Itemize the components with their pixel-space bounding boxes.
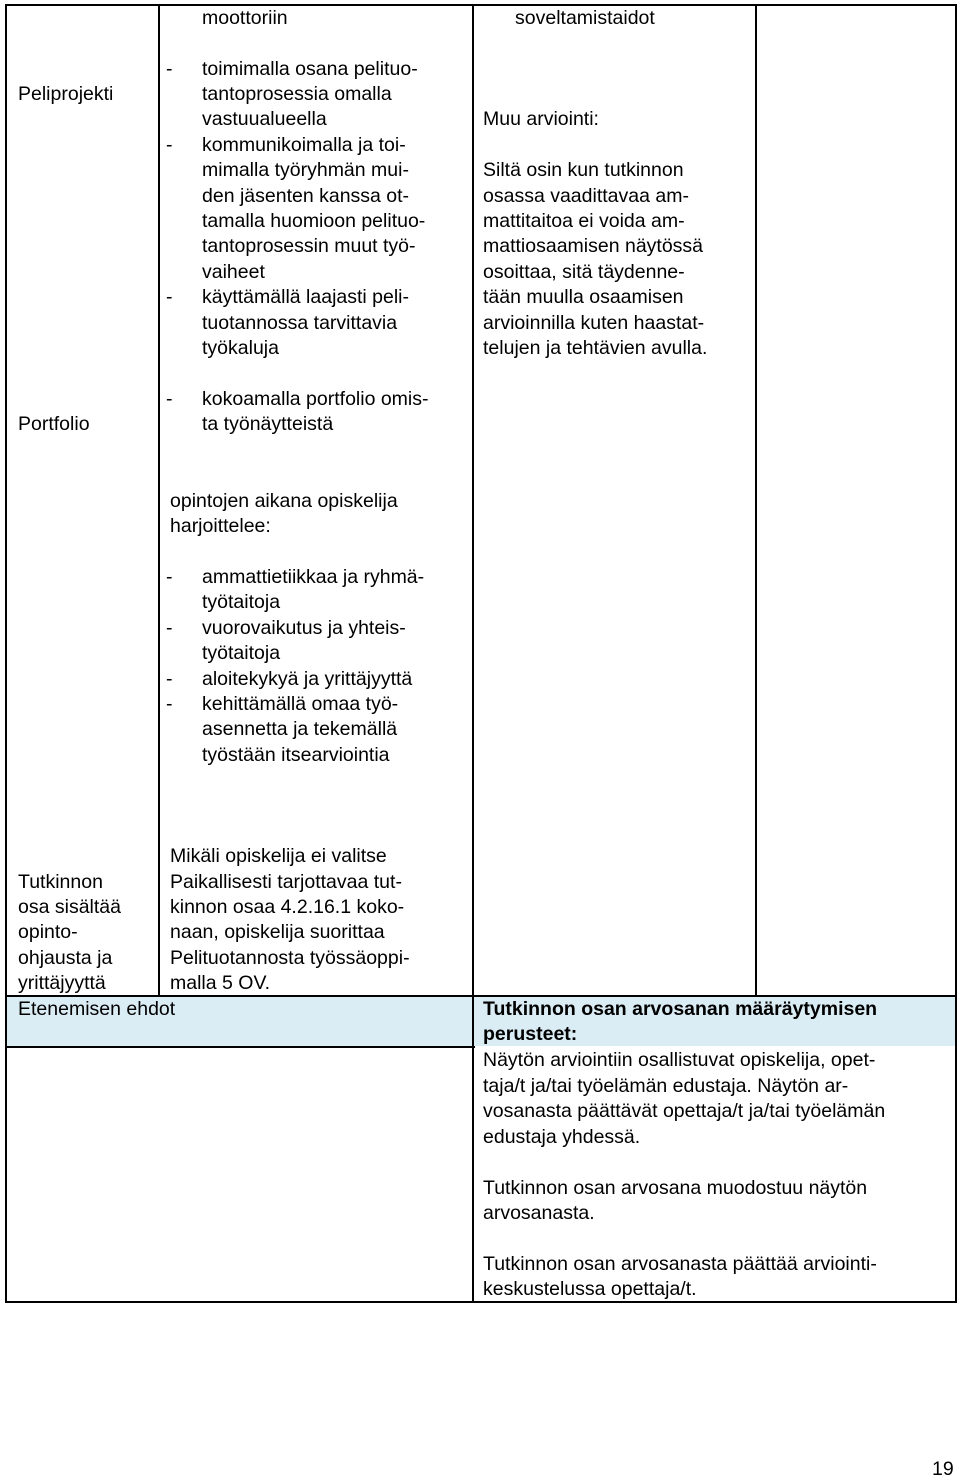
- progress-conditions-heading: Etenemisen ehdot: [18, 998, 176, 1020]
- list-item-line: vaiheet: [202, 261, 265, 283]
- continuation-text-col3: soveltamistaidot: [515, 7, 655, 29]
- table-border-left: [5, 4, 7, 1303]
- practice-intro-line: opintojen aikana opiskelija: [170, 490, 398, 512]
- grading-heading-line: perusteet:: [483, 1023, 578, 1045]
- grading-paragraph-line: keskustelussa opettaja/t.: [483, 1278, 697, 1300]
- practice-intro-line: harjoittelee:: [170, 515, 271, 537]
- guidance-note-line: kinnon osaa 4.2.16.1 koko-: [170, 896, 405, 918]
- guidance-note-line: naan, opiskelija suorittaa: [170, 921, 385, 943]
- list-item-line: tuotannossa tarvittavia: [202, 312, 398, 334]
- guidance-label-line: ohjausta ja: [18, 947, 113, 969]
- grading-paragraph-line: Tutkinnon osan arvosana muodostuu näytön: [483, 1177, 868, 1199]
- table-border-top: [5, 4, 957, 6]
- list-item-line: työkaluja: [202, 337, 279, 359]
- guidance-note-line: Paikallisesti tarjottavaa tut-: [170, 871, 402, 893]
- list-item-line: tamalla huomioon pelituo-: [202, 210, 426, 232]
- list-item-line: ta työnäytteistä: [202, 413, 334, 435]
- table-divider-col2: [472, 4, 474, 1303]
- grading-paragraph-line: Tutkinnon osan arvosanasta päättää arviointi-: [483, 1253, 877, 1275]
- other-assessment-line: tään muulla osaamisen: [483, 286, 684, 308]
- row-label-peliprojekti: Peliprojekti: [18, 83, 114, 105]
- list-dash: -: [166, 693, 173, 715]
- guidance-label-line: osa sisältää: [18, 896, 121, 918]
- list-dash: -: [166, 58, 173, 80]
- guidance-note-line: Pelituotannosta työssäoppi-: [170, 947, 410, 969]
- table-divider-row-heading: [5, 1046, 475, 1048]
- list-item-line: kokoamalla portfolio omis-: [202, 388, 429, 410]
- row-label-portfolio: Portfolio: [18, 413, 90, 435]
- list-item-line: tantoprosessin muut työ-: [202, 235, 416, 257]
- guidance-note-line: malla 5 OV.: [170, 972, 271, 994]
- list-dash: -: [166, 668, 173, 690]
- list-dash: -: [166, 286, 173, 308]
- list-item-line: työtaitoja: [202, 591, 281, 613]
- other-assessment-line: mattitaitoa ei voida am-: [483, 210, 685, 232]
- other-assessment-line: Siltä osin kun tutkinnon: [483, 159, 684, 181]
- table-border-right: [955, 4, 957, 1303]
- other-assessment-line: mattiosaamisen näytössä: [483, 235, 704, 257]
- guidance-label-line: yrittäjyyttä: [18, 972, 106, 994]
- list-item-line: mimalla työryhmän mui-: [202, 159, 409, 181]
- other-assessment-heading: Muu arviointi:: [483, 108, 599, 130]
- guidance-note-line: Mikäli opiskelija ei valitse: [170, 845, 387, 867]
- page-number: 19: [932, 1458, 954, 1480]
- list-dash: -: [166, 617, 173, 639]
- table-divider-col1: [158, 4, 160, 997]
- list-item-line: vastuualueella: [202, 108, 327, 130]
- grading-paragraph-line: taja/t ja/tai työelämän edustaja. Näytön ar-: [483, 1075, 849, 1097]
- list-item-line: aloitekykyä ja yrittäjyyttä: [202, 668, 413, 690]
- other-assessment-line: osoittaa, sitä täydenne-: [483, 261, 685, 283]
- grading-heading-line: Tutkinnon osan arvosanan määräytymisen: [483, 998, 878, 1020]
- other-assessment-line: arvioinnilla kuten haastat-: [483, 312, 705, 334]
- list-item-line: tantoprosessia omalla: [202, 83, 392, 105]
- grading-paragraph-line: arvosanasta.: [483, 1202, 595, 1224]
- grading-paragraph-line: edustaja yhdessä.: [483, 1126, 641, 1148]
- list-item-line: kehittämällä omaa työ-: [202, 693, 399, 715]
- grading-paragraph-line: vosanasta päättävät opettaja/t ja/tai työelämän: [483, 1100, 886, 1122]
- list-item-line: den jäsenten kanssa ot-: [202, 185, 410, 207]
- list-dash: -: [166, 388, 173, 410]
- list-item-line: työstään itsearviointia: [202, 744, 390, 766]
- list-dash: -: [166, 566, 173, 588]
- list-item-line: asennetta ja tekemällä: [202, 718, 398, 740]
- guidance-label-line: Tutkinnon: [18, 871, 103, 893]
- other-assessment-line: telujen ja tehtävien avulla.: [483, 337, 708, 359]
- list-item-line: ammattietiikkaa ja ryhmä-: [202, 566, 425, 588]
- list-item-line: työtaitoja: [202, 642, 281, 664]
- guidance-label-line: opinto-: [18, 921, 78, 943]
- table-border-bottom: [5, 1301, 957, 1303]
- list-item-line: kommunikoimalla ja toi-: [202, 134, 406, 156]
- list-dash: -: [166, 134, 173, 156]
- table-divider-col3: [755, 4, 757, 997]
- list-item-line: vuorovaikutus ja yhteis-: [202, 617, 406, 639]
- list-item-line: käyttämällä laajasti peli-: [202, 286, 410, 308]
- grading-paragraph-line: Näytön arviointiin osallistuvat opiskelija, opet-: [483, 1049, 876, 1071]
- other-assessment-line: osassa vaadittavaa am-: [483, 185, 689, 207]
- continuation-text-col2: moottoriin: [202, 7, 288, 29]
- list-item-line: toimimalla osana pelituo-: [202, 58, 418, 80]
